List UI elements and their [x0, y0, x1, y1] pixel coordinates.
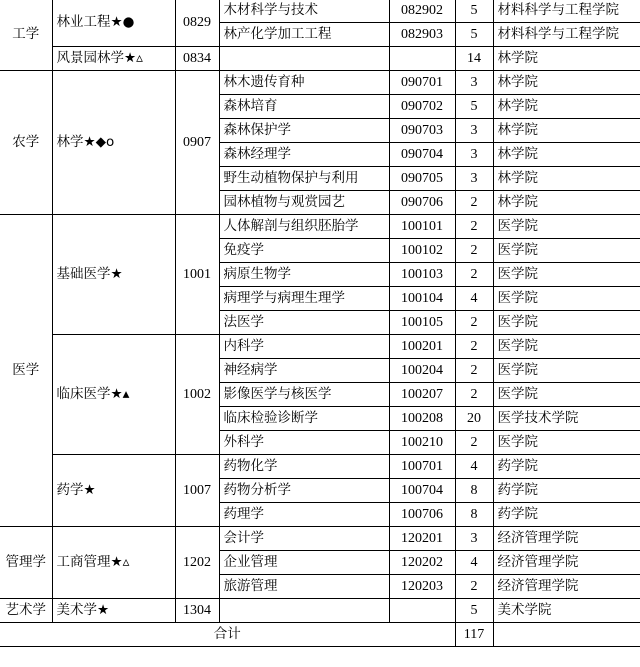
quota-cell: 2 [455, 215, 493, 239]
total-row [0, 623, 640, 647]
school-cell: 林学院 [493, 95, 640, 119]
school-cell: 材料科学与工程学院 [493, 23, 640, 47]
quota-cell: 2 [455, 383, 493, 407]
total-label: 合计 [0, 623, 455, 647]
discipline-code-cell: 1202 [175, 527, 219, 599]
school-cell: 经济管理学院 [493, 575, 640, 599]
school-cell: 林学院 [493, 167, 640, 191]
school-cell: 医学院 [493, 287, 640, 311]
major-cell: 企业管理 [219, 551, 389, 575]
major-code-cell: 090702 [389, 95, 455, 119]
major-cell: 免疫学 [219, 239, 389, 263]
discipline-code-cell: 1304 [175, 599, 219, 623]
major-cell: 会计学 [219, 527, 389, 551]
total-empty-cell [493, 623, 640, 647]
table-row [0, 0, 640, 23]
major-code-cell: 100207 [389, 383, 455, 407]
quota-cell: 5 [455, 0, 493, 23]
major-code-cell: 120202 [389, 551, 455, 575]
major-cell: 林产化学加工工程 [219, 23, 389, 47]
major-code-cell: 120201 [389, 527, 455, 551]
school-cell: 药学院 [493, 455, 640, 479]
major-cell: 人体解剖与组织胚胎学 [219, 215, 389, 239]
school-cell: 医学院 [493, 359, 640, 383]
category-cell: 管理学 [0, 527, 52, 599]
quota-cell: 5 [455, 23, 493, 47]
category-cell: 工学 [0, 0, 52, 71]
discipline-cell: 药学★ [52, 455, 175, 527]
quota-cell: 2 [455, 311, 493, 335]
quota-cell: 2 [455, 575, 493, 599]
discipline-cell: 风景园林学★▵ [52, 47, 175, 71]
quota-cell: 8 [455, 479, 493, 503]
discipline-cell: 工商管理★▵ [52, 527, 175, 599]
category-cell: 医学 [0, 215, 52, 527]
quota-cell: 3 [455, 167, 493, 191]
table-row [0, 455, 640, 479]
school-cell: 林学院 [493, 119, 640, 143]
table-row [0, 527, 640, 551]
school-cell: 美术学院 [493, 599, 640, 623]
major-cell: 药物分析学 [219, 479, 389, 503]
quota-cell: 3 [455, 71, 493, 95]
quota-cell: 2 [455, 359, 493, 383]
discipline-code-cell: 1007 [175, 455, 219, 527]
table-row [0, 335, 640, 359]
major-code-cell: 100103 [389, 263, 455, 287]
discipline-cell: 林学★◆o [52, 71, 175, 215]
total-quota: 117 [455, 623, 493, 647]
major-cell: 影像医学与核医学 [219, 383, 389, 407]
major-cell: 森林经理学 [219, 143, 389, 167]
major-cell: 林木遗传育种 [219, 71, 389, 95]
major-code-cell: 100210 [389, 431, 455, 455]
school-cell: 医学院 [493, 311, 640, 335]
discipline-cell: 美术学★ [52, 599, 175, 623]
quota-cell: 3 [455, 143, 493, 167]
major-code-cell: 090705 [389, 167, 455, 191]
quota-cell: 2 [455, 335, 493, 359]
major-code-cell: 090701 [389, 71, 455, 95]
quota-cell: 14 [455, 47, 493, 71]
major-cell: 森林保护学 [219, 119, 389, 143]
school-cell: 林学院 [493, 47, 640, 71]
discipline-code-cell: 0907 [175, 71, 219, 215]
school-cell: 经济管理学院 [493, 551, 640, 575]
school-cell: 经济管理学院 [493, 527, 640, 551]
category-cell: 艺术学 [0, 599, 52, 623]
school-cell: 林学院 [493, 143, 640, 167]
major-code-cell: 082902 [389, 0, 455, 23]
discipline-code-cell: 1002 [175, 335, 219, 455]
major-cell: 野生动植物保护与利用 [219, 167, 389, 191]
table-row [0, 599, 640, 623]
major-code-cell: 100102 [389, 239, 455, 263]
quota-cell: 20 [455, 407, 493, 431]
quota-cell: 5 [455, 599, 493, 623]
table-row [0, 47, 640, 71]
major-code-cell: 090706 [389, 191, 455, 215]
major-code-cell: 100104 [389, 287, 455, 311]
quota-cell: 4 [455, 551, 493, 575]
school-cell: 药学院 [493, 503, 640, 527]
category-cell: 农学 [0, 71, 52, 215]
quota-cell: 2 [455, 431, 493, 455]
quota-cell: 5 [455, 95, 493, 119]
major-code-cell: 100706 [389, 503, 455, 527]
major-code-cell: 120203 [389, 575, 455, 599]
quota-cell: 3 [455, 119, 493, 143]
major-cell: 内科学 [219, 335, 389, 359]
school-cell: 材料科学与工程学院 [493, 0, 640, 23]
major-cell: 药物化学 [219, 455, 389, 479]
major-cell: 旅游管理 [219, 575, 389, 599]
discipline-cell: 林业工程★● [52, 0, 175, 47]
discipline-cell: 临床医学★▴ [52, 335, 175, 455]
major-code-cell: 100101 [389, 215, 455, 239]
table-row [0, 215, 640, 239]
major-cell: 临床检验诊断学 [219, 407, 389, 431]
discipline-code-cell: 0829 [175, 0, 219, 47]
quota-cell: 2 [455, 263, 493, 287]
quota-cell: 4 [455, 287, 493, 311]
school-cell: 医学院 [493, 263, 640, 287]
major-cell: 病原生物学 [219, 263, 389, 287]
major-code-cell [389, 599, 455, 623]
school-cell: 医学院 [493, 239, 640, 263]
major-cell: 园林植物与观赏园艺 [219, 191, 389, 215]
major-cell: 药理学 [219, 503, 389, 527]
major-cell: 法医学 [219, 311, 389, 335]
major-cell: 病理学与病理生理学 [219, 287, 389, 311]
quota-cell: 8 [455, 503, 493, 527]
major-code-cell: 100201 [389, 335, 455, 359]
major-code-cell: 090703 [389, 119, 455, 143]
major-cell [219, 599, 389, 623]
major-code-cell: 100704 [389, 479, 455, 503]
table-row [0, 71, 640, 95]
school-cell: 医学院 [493, 335, 640, 359]
quota-cell: 2 [455, 239, 493, 263]
major-code-cell: 100204 [389, 359, 455, 383]
school-cell: 医学院 [493, 215, 640, 239]
major-code-cell [389, 47, 455, 71]
discipline-cell: 基础医学★ [52, 215, 175, 335]
major-code-cell: 090704 [389, 143, 455, 167]
school-cell: 医学院 [493, 431, 640, 455]
major-cell: 外科学 [219, 431, 389, 455]
major-cell: 神经病学 [219, 359, 389, 383]
quota-cell: 4 [455, 455, 493, 479]
major-code-cell: 082903 [389, 23, 455, 47]
school-cell: 林学院 [493, 71, 640, 95]
major-cell: 木材科学与技术 [219, 0, 389, 23]
quota-cell: 3 [455, 527, 493, 551]
major-code-cell: 100208 [389, 407, 455, 431]
major-code-cell: 100701 [389, 455, 455, 479]
school-cell: 药学院 [493, 479, 640, 503]
quota-cell: 2 [455, 191, 493, 215]
school-cell: 医学院 [493, 383, 640, 407]
major-code-cell: 100105 [389, 311, 455, 335]
discipline-code-cell: 1001 [175, 215, 219, 335]
discipline-code-cell: 0834 [175, 47, 219, 71]
school-cell: 医学技术学院 [493, 407, 640, 431]
school-cell: 林学院 [493, 191, 640, 215]
major-cell [219, 47, 389, 71]
major-cell: 森林培育 [219, 95, 389, 119]
